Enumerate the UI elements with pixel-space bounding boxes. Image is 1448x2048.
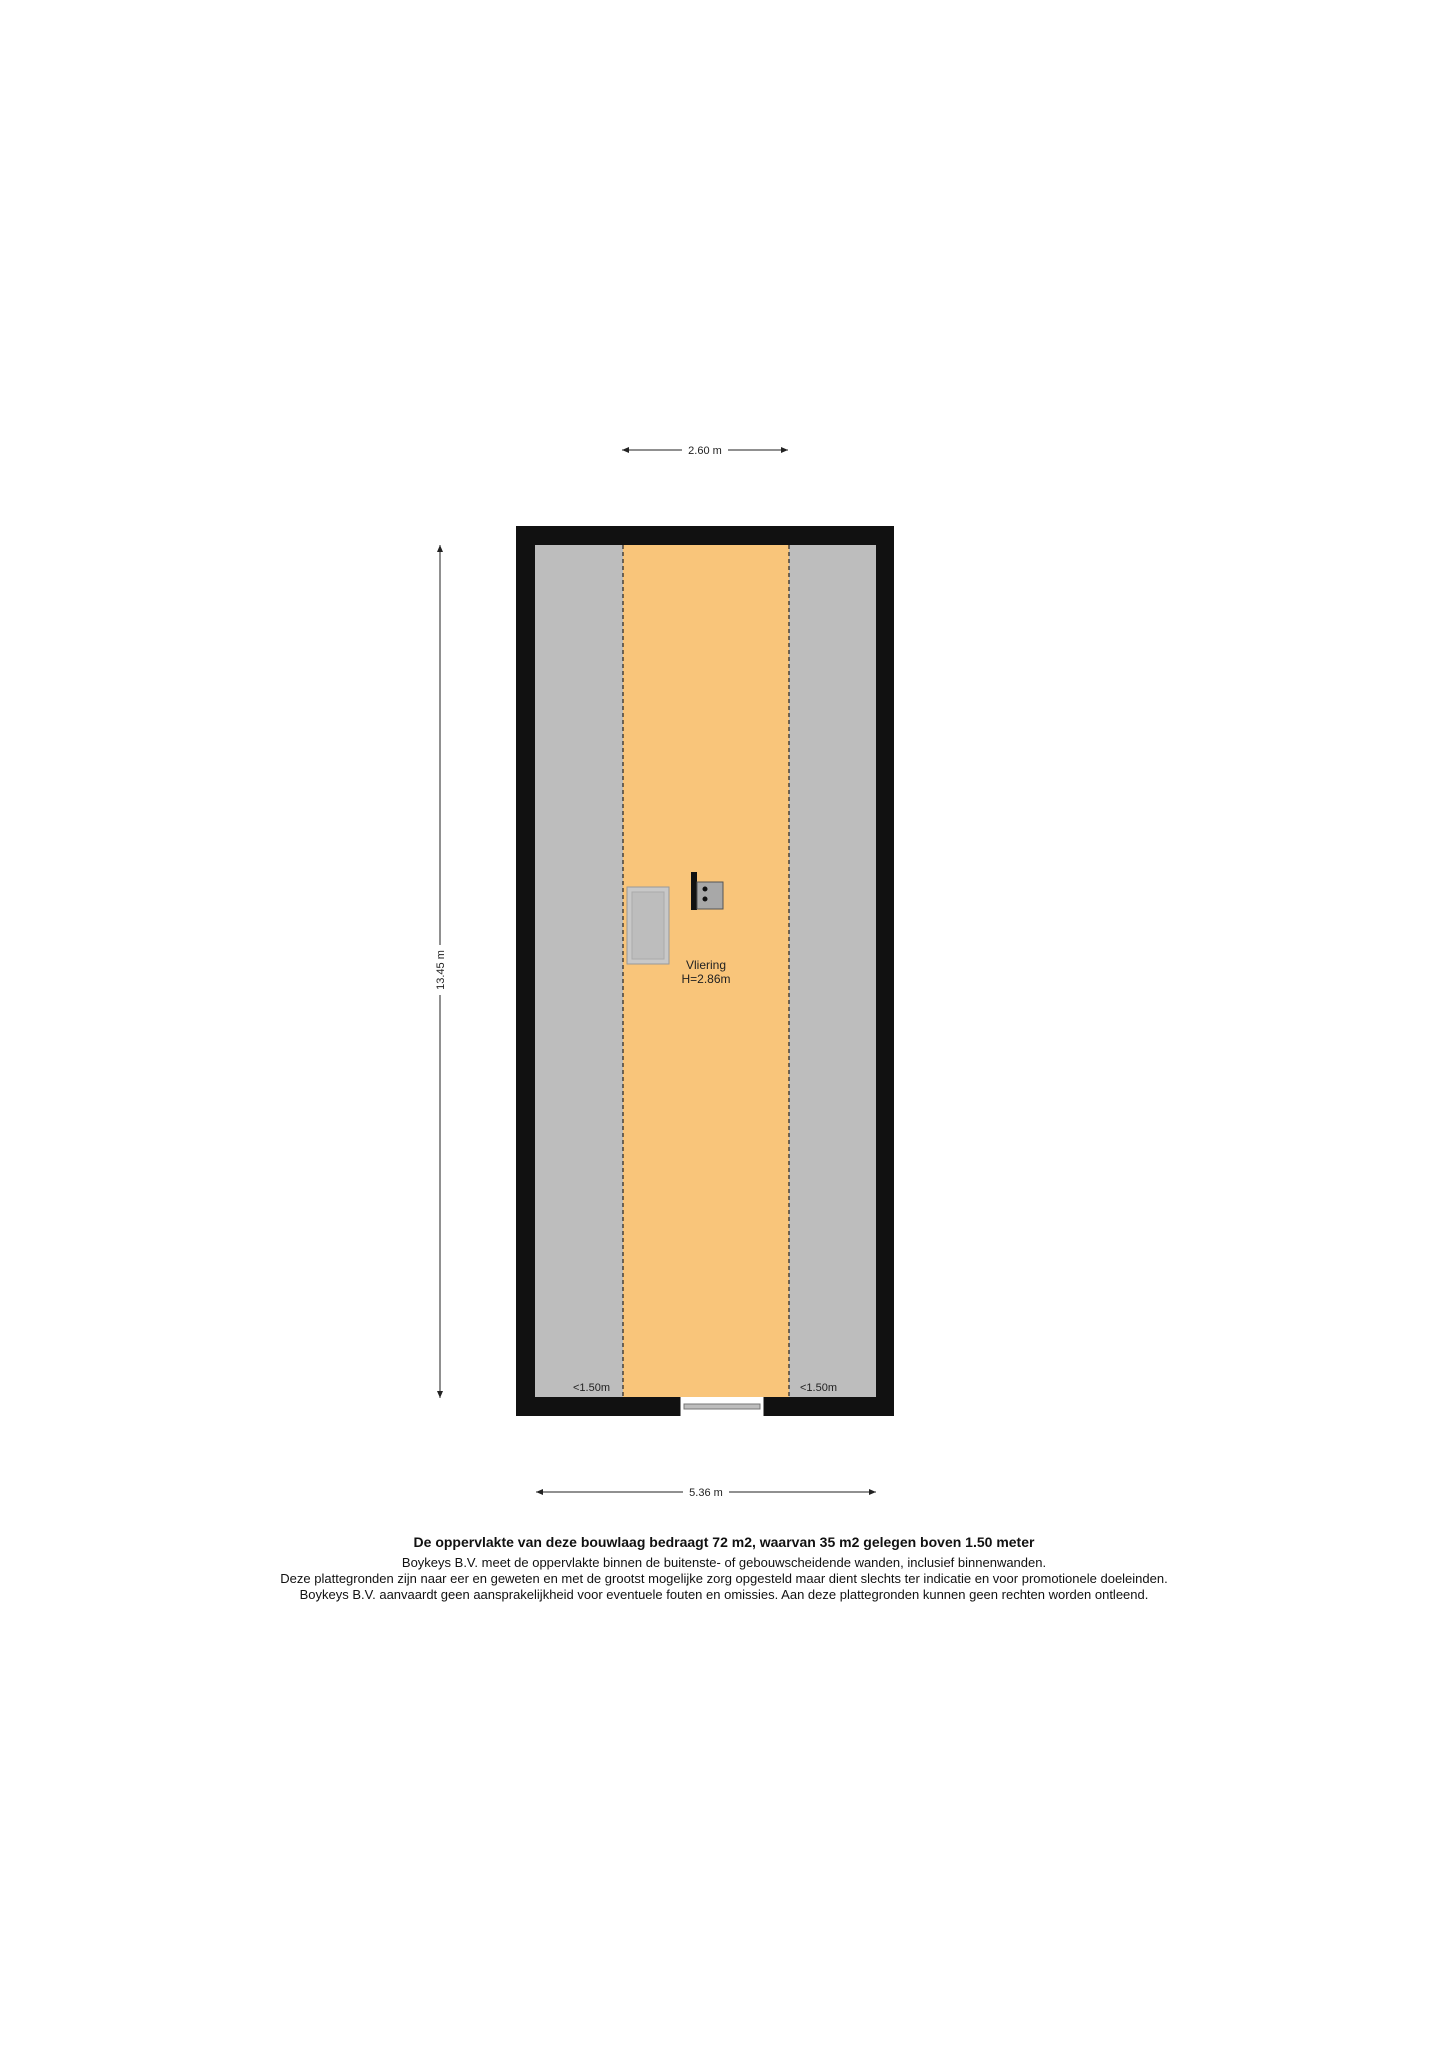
stair-hatch xyxy=(627,887,669,964)
dimension-top-label: 2.60 m xyxy=(688,445,722,457)
caption xyxy=(0,1533,1448,1603)
caption-line: Boykeys B.V. aanvaardt geen aansprakelijkheid voor eventuele fouten en omissies. Aan deze plattegronden kunnen geen rechten worden ontleend. xyxy=(299,1587,1149,1602)
caption-line: Boykeys B.V. meet de oppervlakte binnen de buitenste- of gebouwscheidende wanden, inclusief binnenwanden. xyxy=(401,1555,1047,1570)
room-height: H=2.86m xyxy=(681,972,731,986)
low-zone-right-label: <1.50m xyxy=(800,1382,837,1394)
low-zone-right xyxy=(789,545,876,1397)
dimension-left-label: 13.45 m xyxy=(435,950,447,990)
dimension-left xyxy=(435,545,447,1398)
room-name: Vliering xyxy=(685,958,727,972)
entrance-opening xyxy=(680,1397,764,1416)
low-zone-left-label: <1.50m xyxy=(573,1382,610,1394)
dimension-top xyxy=(622,445,788,457)
dimension-bottom-label: 5.36 m xyxy=(689,1487,723,1499)
dimension-bottom xyxy=(536,1487,876,1499)
low-zone-left xyxy=(535,545,623,1397)
caption-line: Deze plattegronden zijn naar eer en geweten en met de grootst mogelijke zorg opgesteld maar dient slechts ter indicatie en voor promotionele doeleinden. xyxy=(280,1571,1168,1586)
caption-headline: De oppervlakte van deze bouwlaag bedraagt 72 m2, waarvan 35 m2 gelegen boven 1.50 meter xyxy=(413,1534,1035,1550)
